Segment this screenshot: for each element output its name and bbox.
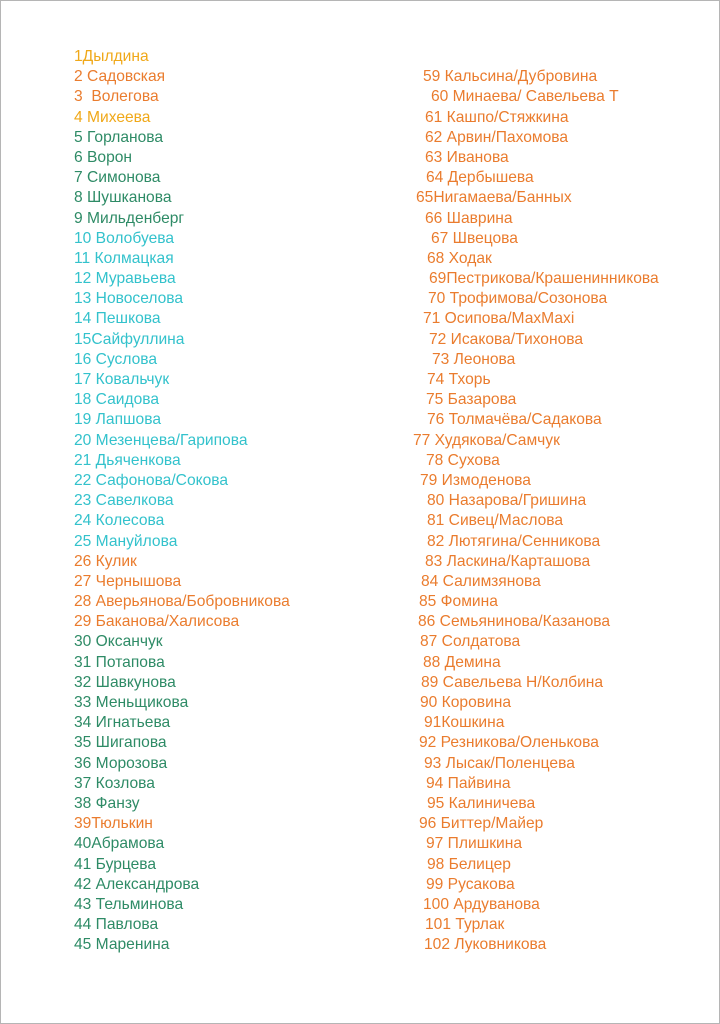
name-list-item: 34 Игнатьева — [74, 714, 171, 732]
name-list-item: 28 Аверьянова/Бобровникова — [74, 593, 290, 611]
name-list-item: 98 Белицер — [427, 855, 511, 873]
name-list-item — [413, 47, 659, 67]
name-list-item: 27 Чернышова — [74, 572, 182, 590]
name-list-item: 40Абрамова — [74, 835, 165, 853]
right-name-list — [413, 47, 659, 955]
name-list-item: 91Кошкина — [424, 714, 505, 732]
name-list-item: 30 Оксанчук — [74, 633, 163, 651]
name-list-item: 75 Базарова — [426, 391, 517, 409]
name-list-item: 18 Саидова — [74, 391, 160, 409]
name-list-item: 87 Солдатова — [420, 633, 521, 651]
name-list-item: 102 Луковникова — [424, 936, 547, 954]
name-list-item: 24 Колесова — [74, 512, 165, 530]
name-list-item: 99 Русакова — [426, 875, 515, 893]
name-list-item: 35 Шигапова — [74, 734, 167, 752]
name-list-item: 60 Минаева/ Савельева Т — [431, 88, 619, 106]
name-list-item: 89 Савельева Н/Колбина — [421, 673, 604, 691]
name-list-item: 76 Толмачёва/Садакова — [427, 411, 602, 429]
name-list-item: 62 Арвин/Пахомова — [425, 128, 569, 146]
name-list-item: 42 Александрова — [74, 875, 200, 893]
name-list-item: 86 Семьянинова/Казанова — [418, 613, 611, 631]
name-list-item: 95 Калиничева — [427, 794, 536, 812]
name-list-item: 3 Волегова — [74, 88, 159, 106]
name-list-item: 61 Кашпо/Стяжкина — [425, 108, 569, 126]
name-list-item: 70 Трофимова/Созонова — [428, 290, 608, 308]
name-list-item: 9 Мильденберг — [74, 209, 185, 227]
name-list-item: 93 Лысак/Поленцева — [424, 754, 575, 772]
name-list-item: 80 Назарова/Гришина — [427, 492, 587, 510]
name-list-item: 2 Садовская — [74, 68, 166, 86]
name-list-item: 25 Мануйлова — [74, 532, 178, 550]
name-list-item: 88 Демина — [423, 653, 501, 671]
name-list-item: 68 Ходак — [427, 249, 492, 267]
name-list-item: 31 Потапова — [74, 653, 165, 671]
name-list-item: 82 Лютягина/Сенникова — [427, 532, 601, 550]
name-list-item: 13 Новоселова — [74, 290, 184, 308]
name-list-item: 65Нигамаева/Банных — [416, 189, 572, 207]
name-list-item: 8 Шушканова — [74, 189, 172, 207]
name-list-item: 101 Турлак — [425, 916, 505, 934]
name-list-item: 1Дылдина — [74, 48, 149, 65]
name-list-item: 64 Дербышева — [426, 169, 534, 187]
name-list-item: 29 Баканова/Халисова — [74, 613, 240, 631]
name-list-item: 59 Кальсина/Дубровина — [423, 68, 598, 86]
name-list-item: 17 Ковальчук — [74, 371, 170, 388]
name-list-item: 20 Мезенцева/Гарипова — [74, 431, 248, 449]
name-list-item: 12 Муравьева — [74, 270, 176, 288]
left-name-list — [74, 47, 290, 955]
name-list-item: 19 Лапшова — [74, 411, 161, 429]
name-list-item: 45 Маренина — [74, 936, 170, 954]
name-list-item: 5 Горланова — [74, 128, 164, 146]
name-list-item: 79 Измоденова — [420, 471, 531, 489]
name-list-item: 73 Леонова — [432, 350, 516, 368]
name-list-item: 26 Кулик — [74, 552, 137, 570]
name-list-item: 38 Фанзу — [74, 794, 140, 812]
name-list-item: 71 Осипова/МахМахi — [423, 310, 575, 328]
name-list-item: 94 Пайвина — [426, 774, 511, 792]
name-list-item: 23 Савелкова — [74, 492, 174, 510]
name-list-item: 67 Швецова — [431, 229, 518, 247]
name-list-item: 32 Шавкунова — [74, 673, 176, 691]
name-list-item: 96 Биттер/Майер — [419, 815, 544, 833]
name-list-item: 63 Иванова — [425, 148, 509, 166]
name-list-item: 37 Козлова — [74, 774, 155, 792]
name-list-item: 6 Ворон — [74, 148, 133, 166]
name-list-item: 39Тюлькин — [74, 815, 153, 833]
name-list-item: 11 Колмацкая — [74, 249, 174, 267]
name-list-item: 90 Коровина — [420, 694, 512, 711]
name-list-item: 72 Исакова/Тихонова — [429, 330, 584, 348]
name-list-item: 4 Михеева — [74, 108, 151, 126]
name-list-item: 16 Суслова — [74, 350, 158, 368]
name-list-item: 21 Дьяченкова — [74, 451, 181, 469]
name-list-item: 97 Плишкина — [426, 835, 523, 853]
name-list-item: 15Сайфуллина — [74, 330, 185, 348]
name-list-item: 22 Сафонова/Сокова — [74, 471, 229, 489]
name-list-item: 69Пестрикова/Крашенинникова — [429, 270, 659, 288]
name-list-item: 7 Симонова — [74, 169, 161, 187]
name-list-item: 66 Шаврина — [425, 209, 513, 227]
name-list-item: 83 Ласкина/Карташова — [425, 552, 591, 570]
name-list-item: 84 Салимзянова — [421, 572, 541, 590]
name-list-item: 74 Тхорь — [427, 371, 491, 388]
name-list-item: 92 Резникова/Оленькова — [419, 734, 599, 752]
name-list-item: 44 Павлова — [74, 916, 159, 934]
name-list-item: 10 Волобуева — [74, 229, 175, 247]
name-list-item: 81 Сивец/Маслова — [427, 512, 564, 530]
name-list-item: 85 Фомина — [419, 593, 498, 611]
name-list-item: 100 Ардуванова — [423, 895, 540, 913]
name-list-item: 36 Морозова — [74, 754, 168, 772]
name-list-item: 77 Худякова/Самчук — [413, 431, 560, 449]
name-list-item: 78 Сухова — [426, 451, 500, 469]
name-list-item: 33 Меньщикова — [74, 694, 189, 711]
name-list-item: 43 Тельминова — [74, 895, 184, 913]
name-list-item: 41 Бурцева — [74, 855, 157, 873]
name-list-item: 14 Пешкова — [74, 310, 161, 328]
